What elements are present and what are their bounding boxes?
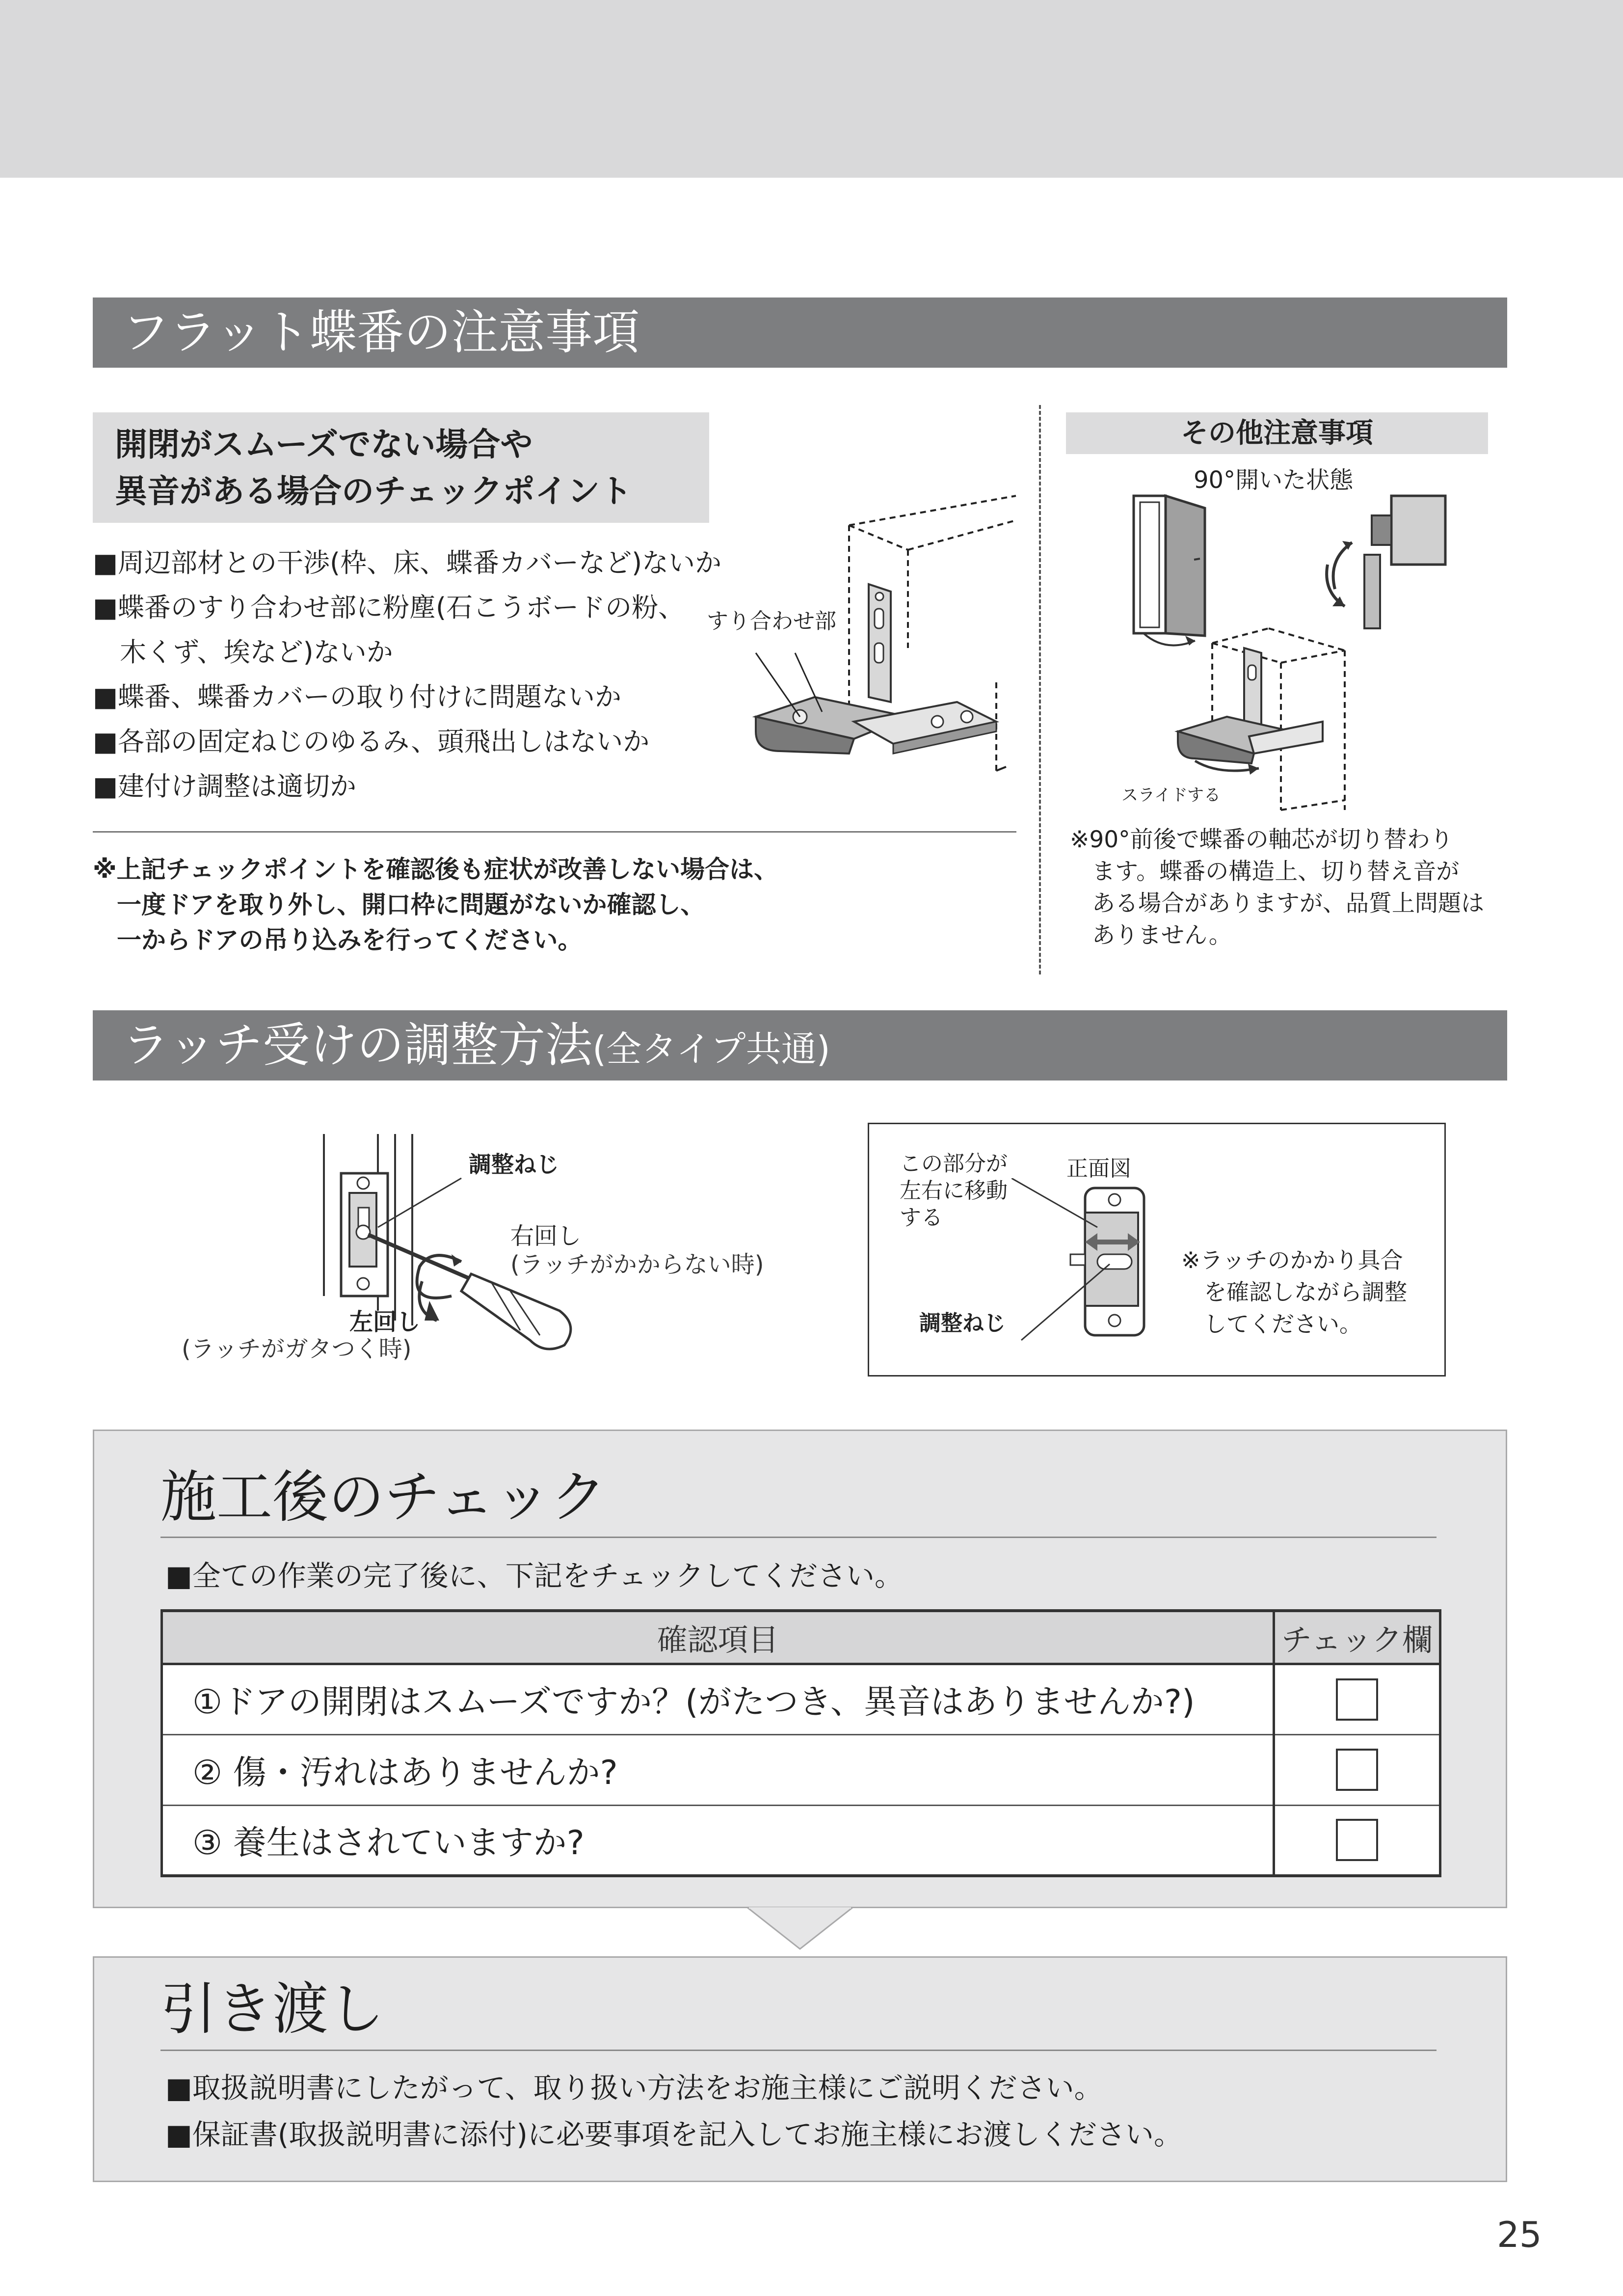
after-check-box <box>93 1430 1507 1908</box>
latch-note-1: ※ラッチのかかり具合 <box>1181 1247 1403 1273</box>
latch-section-title-text: ラッチ受けの調整方法 <box>122 1018 593 1073</box>
check-table <box>160 1609 1441 1877</box>
checkbox-3[interactable] <box>1336 1819 1378 1861</box>
hinge-note-line-3: 一からドアの吊り込みを行ってください。 <box>117 926 583 954</box>
hinge-note-line-2: 一度ドアを取り外し、開口枠に問題がないか確認し、 <box>117 891 705 919</box>
other-notes-header: その他注意事項 <box>1066 412 1488 454</box>
handover-box <box>93 1956 1507 2182</box>
front-view-diagram <box>1011 1178 1183 1365</box>
hinge-bullet-3: ■蝶番、蝶番カバーの取り付けに問題ないか <box>93 681 622 712</box>
latch-section-title <box>93 1010 1507 1080</box>
col-check-header: チェック欄 <box>1274 1611 1440 1664</box>
checkpoint-header <box>93 412 709 523</box>
handover-title: 引き渡し <box>160 1976 385 2042</box>
right-turn-label: 右回し <box>510 1222 582 1250</box>
hinge-bullet-2-cont: 木くず、埃など)ないか <box>120 637 393 668</box>
check-cell-1 <box>1274 1664 1440 1734</box>
checkbox-1[interactable] <box>1336 1678 1378 1721</box>
handover-line-1: ■取扱説明書にしたがって、取り扱い方法をお施主様にご説明ください。 <box>165 2071 1103 2105</box>
check-table-header <box>162 1611 1440 1664</box>
after-check-rule <box>160 1537 1437 1538</box>
table-row <box>162 1664 1440 1734</box>
column-divider <box>1039 405 1041 974</box>
page-number: 25 <box>1497 2214 1542 2255</box>
table-row <box>162 1805 1440 1876</box>
after-check-intro: ■全ての作業の完了後に、下記をチェックしてください。 <box>165 1559 904 1593</box>
hinge-bullet-4: ■各部の固定ねじのゆるみ、頭飛出しはないか <box>93 726 650 757</box>
left-turn-note: (ラッチがガタつく時) <box>182 1335 412 1363</box>
front-view-label: 正面図 <box>1066 1156 1131 1181</box>
latch-section-subtitle: (全タイプ共通) <box>592 1028 830 1070</box>
handover-line-2: ■保証書(取扱説明書に添付)に必要事項を記入してお施主様にお渡しください。 <box>165 2118 1183 2151</box>
hinge-section-title <box>93 297 1507 368</box>
moves-label-2: 左右に移動 <box>900 1178 1008 1203</box>
right-turn-note: (ラッチがかからない時) <box>510 1251 764 1278</box>
flow-chevron <box>746 1907 854 1951</box>
hinge-bullet-1: ■周辺部材との干渉(枠、床、蝶番カバーなど)ないか <box>93 547 722 578</box>
check-cell-3 <box>1274 1805 1440 1876</box>
check-item-2: ② 傷・汚れはありませんか? <box>162 1734 1274 1805</box>
moves-label-3: する <box>900 1205 943 1230</box>
other-note-line-3: ある場合がありますが、品質上問題は <box>1092 890 1484 917</box>
other-notes-diagram <box>1121 486 1499 820</box>
other-note-line-4: ありません。 <box>1092 922 1232 949</box>
checkpoint-header-line-1: 開閉がスムーズでない場合や <box>115 426 533 463</box>
open-90-label: 90°開いた状態 <box>1194 466 1354 494</box>
other-note-line-1: ※90°前後で蝶番の軸芯が切り替わり <box>1070 826 1453 853</box>
table-row <box>162 1734 1440 1805</box>
handover-rule <box>160 2050 1437 2051</box>
after-check-title: 施工後のチェック <box>160 1464 607 1530</box>
check-item-1: ①ドアの開閉はスムーズですか？(がたつき、異音はありませんか?) <box>162 1664 1274 1734</box>
front-view-box <box>868 1123 1446 1377</box>
checkpoint-header-line-2: 異音がある場合のチェックポイント <box>115 472 633 510</box>
hinge-bullet-2: ■蝶番のすり合わせ部に粉塵(石こうボードの粉、 <box>93 592 685 623</box>
other-note-line-2: ます。蝶番の構造上、切り替え音が <box>1092 858 1460 885</box>
left-turn-label: 左回し <box>349 1308 421 1336</box>
checkbox-2[interactable] <box>1336 1749 1378 1791</box>
top-band <box>0 0 1623 178</box>
hinge-note-divider <box>93 831 1016 833</box>
slide-label: スライドする <box>1121 785 1221 805</box>
hinge-bullet-5: ■建付け調整は適切か <box>93 771 357 802</box>
adjust-screw-label-2: 調整ねじ <box>919 1311 1006 1336</box>
hinge-section-title-text: フラット蝶番の注意事項 <box>122 305 640 360</box>
latch-note-3: してください。 <box>1204 1311 1362 1337</box>
hinge-note-line-1: ※上記チェックポイントを確認後も症状が改善しない場合は、 <box>93 855 779 884</box>
moves-label-1: この部分が <box>900 1151 1008 1176</box>
latch-note-2: を確認しながら調整 <box>1204 1279 1407 1305</box>
check-item-3: ③ 養生はされていますか? <box>162 1805 1274 1876</box>
hinge-diagram <box>702 486 1026 790</box>
rub-joint-label: すり合わせ部 <box>707 609 836 634</box>
adjust-screw-label: 調整ねじ <box>469 1151 559 1178</box>
col-item-header: 確認項目 <box>162 1611 1274 1664</box>
check-cell-2 <box>1274 1734 1440 1805</box>
